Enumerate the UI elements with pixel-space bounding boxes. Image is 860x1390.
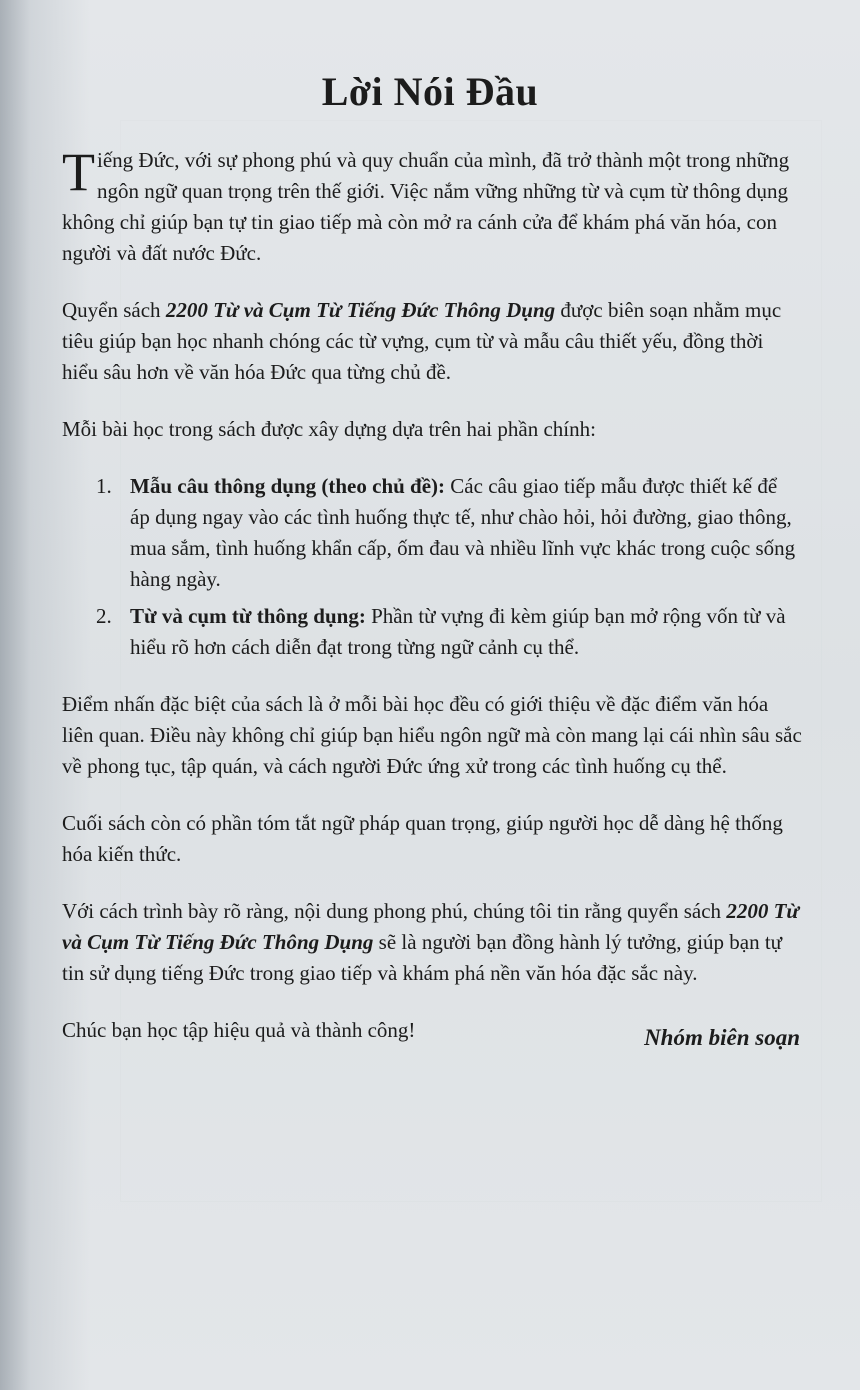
list-number: 1.: [96, 474, 112, 498]
text-run: sẽ là người bạn đồng hành lý tưởng, giúp bạn tự tin sử dụng tiếng Đức trong giao tiếp và khám phá nền văn hóa đặc sắc này.: [62, 930, 783, 985]
list-item-heading: Từ và cụm từ thông dụng:: [130, 604, 366, 628]
text-run: Quyển sách: [62, 298, 166, 322]
page-title: Lời Nói Đầu: [321, 69, 539, 114]
list-item: [62, 601, 802, 663]
culture-paragraph: Điểm nhấn đặc biệt của sách là ở mỗi bài học đều có giới thiệu về đặc điểm văn hóa liên quan. Điều này không chỉ giúp bạn hiểu ngôn ngữ mà còn mang lại cái nhìn sâu sắc về phong tục, tập quán, và cách người Đức ứng xử trong các tình huống cụ thể.: [62, 692, 802, 778]
author-signature: Nhóm biên soạn: [644, 1025, 800, 1050]
preface-body: [62, 142, 802, 1072]
text-run: Với cách trình bày rõ ràng, nội dung phong phú, chúng tôi tin rằng quyển sách: [62, 899, 727, 923]
conclusion-paragraph: [62, 896, 802, 989]
list-item: [62, 471, 802, 595]
book-title-emphasis: 2200 Từ và Cụm Từ Tiếng Đức Thông Dụng: [165, 298, 556, 322]
list-item-text: Các câu giao tiếp mẫu được thiết kế để áp dụng ngay vào các tình huống thực tế, như chào hỏi, hỏi đường, giao thông, mua sắm, tình huống khẩn cấp, ốm đau và nhiều lĩnh vực khác trong cuộc sống hàng ngày.: [130, 474, 796, 591]
lesson-parts-list: [62, 471, 802, 663]
list-item-heading: Mẫu câu thông dụng (theo chủ đề):: [130, 474, 446, 498]
intro-paragraph: [62, 142, 802, 269]
book-purpose-paragraph: [62, 295, 802, 388]
text-run: được biên soạn nhằm mục tiêu giúp bạn học nhanh chóng các từ vựng, cụm từ và mẫu câu thiết yếu, đồng thời hiểu sâu hơn về văn hóa Đức qua từng chủ đề.: [62, 298, 782, 384]
structure-intro-paragraph: Mỗi bài học trong sách được xây dựng dựa trên hai phần chính:: [62, 417, 596, 441]
list-number: 2.: [96, 604, 112, 628]
book-title-emphasis: 2200 Từ và Cụm Từ Tiếng Đức Thông Dụng: [62, 899, 799, 954]
drop-cap: T: [62, 142, 95, 202]
closing-wish: Chúc bạn học tập hiệu quả và thành công!: [62, 1018, 416, 1042]
list-item-text: Phần từ vựng đi kèm giúp bạn mở rộng vốn từ và hiểu rõ hơn cách diễn đạt trong từng ngữ cảnh cụ thể.: [130, 604, 786, 659]
intro-text: iếng Đức, với sự phong phú và quy chuẩn của mình, đã trở thành một trong những ngôn ngữ quan trọng trên thế giới. Việc nắm vững những từ và cụm từ thông dụng không chỉ giúp bạn tự tin giao tiếp mà còn mở ra cánh cửa để khám phá văn hóa, con người và đất nước Đức.: [62, 148, 790, 265]
grammar-paragraph: Cuối sách còn có phần tóm tắt ngữ pháp quan trọng, giúp người học dễ dàng hệ thống hóa kiến thức.: [62, 811, 783, 866]
